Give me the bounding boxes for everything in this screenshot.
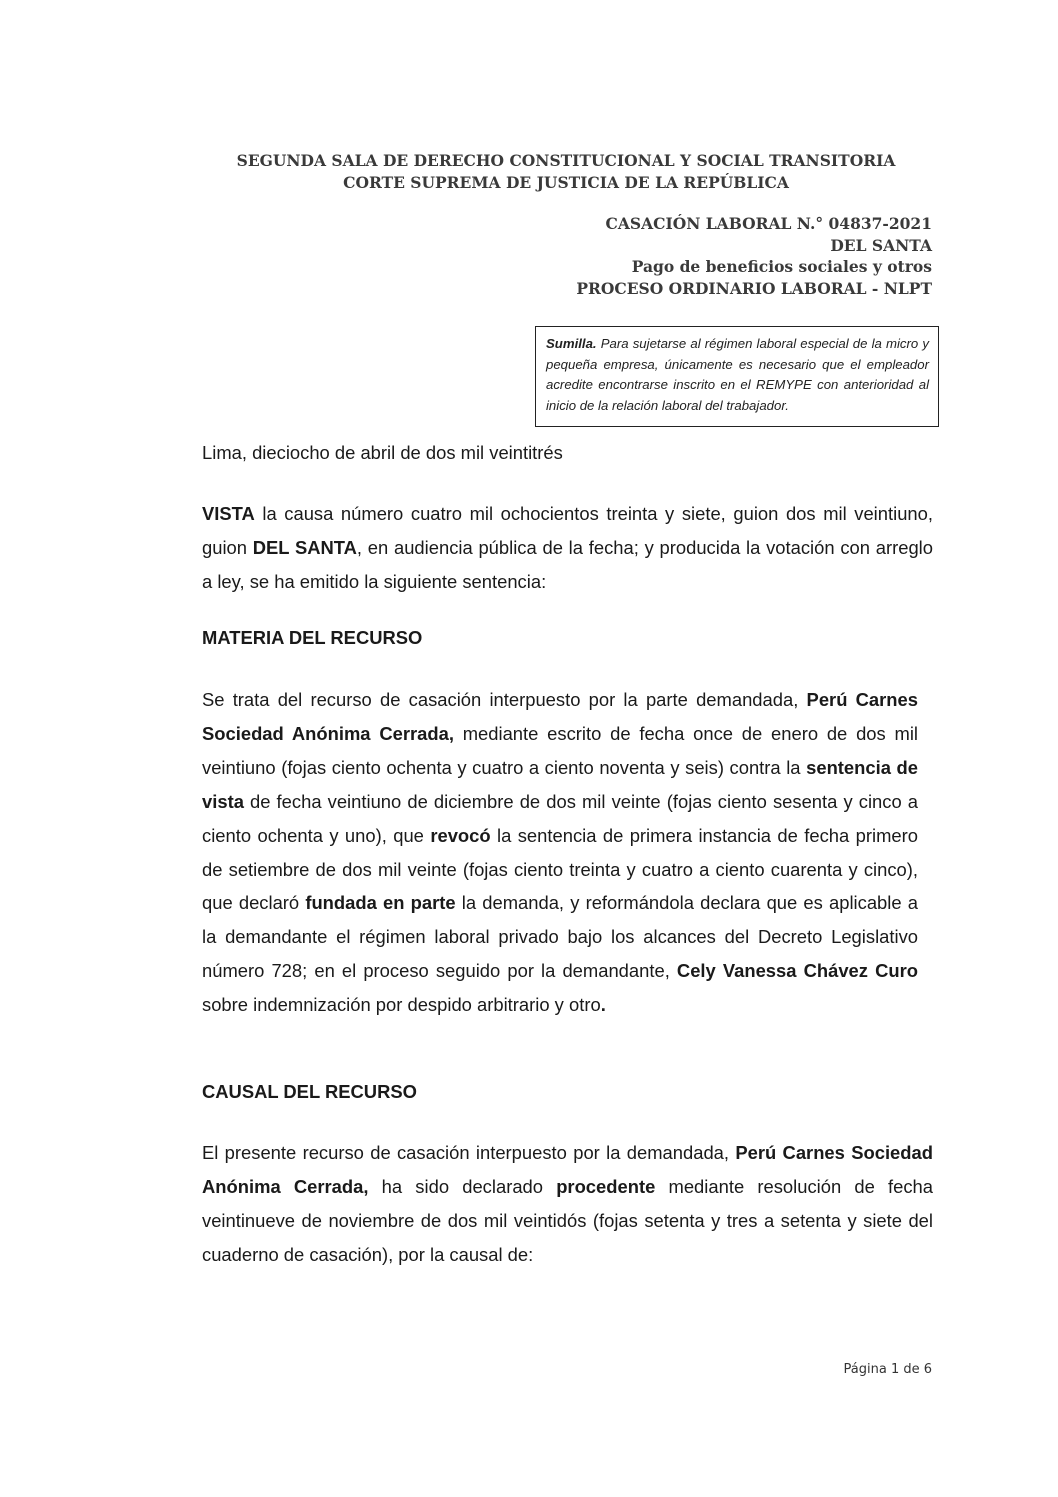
date-line: Lima, dieciocho de abril de dos mil veintitrés <box>202 442 563 463</box>
materia-text-6: sobre indemnización por despido arbitrario y otro <box>202 994 601 1016</box>
court-header <box>150 150 982 194</box>
materia-text-1: Se trata del recurso de casación interpuesto por la parte demandada, <box>202 689 807 710</box>
materia-paragraph <box>202 683 918 1022</box>
causal-text-3: mediante resolución de fecha veintinueve de noviembre de dos mil veintidós (fojas setenta y tres a setenta y siete del cuaderno de casación), por la causal de: <box>202 1175 933 1265</box>
materia-text-2: mediante escrito de fecha once de enero de dos mil veintiuno (fojas ciento ochenta y cuatro a ciento noventa y seis) contra la <box>202 722 918 778</box>
case-district: DEL SANTA <box>830 235 932 255</box>
page-number: Página 1 de 6 <box>843 1362 932 1377</box>
case-info-block <box>576 213 932 299</box>
materia-sentencia: sentencia de vista <box>202 756 918 812</box>
materia-revoco: revocó <box>430 824 491 846</box>
vista-text-2: , en audiencia pública de la fecha; y producida la votación con arreglo a ley, se ha emitido la siguiente sentencia: <box>202 536 933 592</box>
causal-procedente: procedente <box>556 1175 656 1197</box>
materia-period: . <box>600 994 606 1016</box>
materia-party: Perú Carnes Sociedad Anónima Cerrada, <box>202 689 918 744</box>
materia-plaintiff: Cely Vanessa Chávez Curo <box>676 960 918 982</box>
vista-keyword: VISTA <box>202 503 255 524</box>
case-process: PROCESO ORDINARIO LABORAL - NLPT <box>576 278 932 298</box>
materia-text-3: de fecha veintiuno de diciembre de dos mil veinte (fojas ciento sesenta y cinco a ciento ochenta y uno), que <box>202 790 918 846</box>
vista-text-1: la causa número cuatro mil ochocientos treinta y siete, guion dos mil veintiuno, guion <box>202 503 933 558</box>
court-header-line-1: SEGUNDA SALA DE DERECHO CONSTITUCIONAL Y SOCIAL TRANSITORIA <box>236 151 896 170</box>
causal-paragraph <box>202 1136 933 1272</box>
vista-paragraph <box>202 497 933 599</box>
vista-district: DEL SANTA <box>252 536 357 558</box>
case-subject: Pago de beneficios sociales y otros <box>631 257 932 276</box>
court-header-line-2: CORTE SUPREMA DE JUSTICIA DE LA REPÚBLICA <box>343 173 789 192</box>
materia-heading: MATERIA DEL RECURSO <box>202 627 423 648</box>
materia-text-5: la demanda, y reformándola declara que es aplicable a la demandante el régimen laboral privado bajo los alcances del Decreto Legislativo número 728; en el proceso seguido por la demandante, <box>202 892 918 982</box>
sumilla-label: Sumilla. <box>546 336 597 351</box>
causal-text-1: El presente recurso de casación interpuesto por la demandada, <box>202 1142 736 1163</box>
materia-fundada: fundada en parte <box>305 892 456 914</box>
case-number: CASACIÓN LABORAL N.° 04837-2021 <box>605 214 932 233</box>
causal-text-2: ha sido declarado <box>368 1175 557 1197</box>
causal-heading: CAUSAL DEL RECURSO <box>202 1081 417 1102</box>
causal-party: Perú Carnes Sociedad Anónima Cerrada, <box>202 1142 933 1197</box>
sumilla-box <box>535 326 939 427</box>
materia-text-4: la sentencia de primera instancia de fecha primero de setiembre de dos mil veinte (fojas ciento treinta y cuatro a ciento cuarenta y cinco), que declaró <box>202 824 918 914</box>
sumilla-text: Para sujetarse al régimen laboral especial de la micro y pequeña empresa, únicamente es necesario que el empleador acredite encontrarse inscrito en el REMYPE con anterioridad al inicio de la relación laboral del trabajador. <box>546 336 929 413</box>
